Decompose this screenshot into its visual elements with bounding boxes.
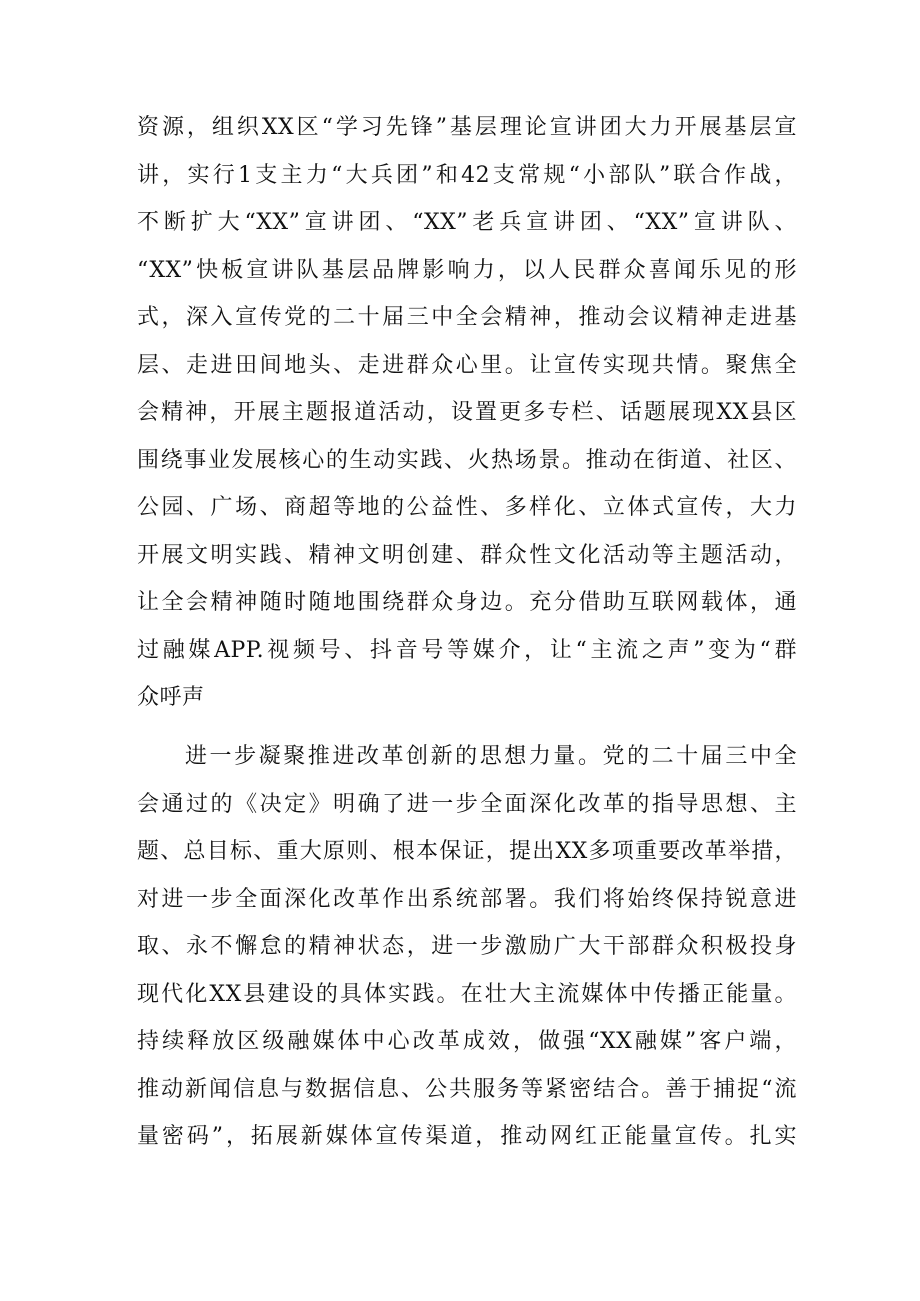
text-line: 围绕事业发展核心的生动实践、火热场景。推动在街道、社区、 [137,447,797,473]
text-line: 让全会精神随时随地围绕群众身边。充分借助互联网载体，通 [137,590,797,615]
paragraph-1 [137,104,797,722]
text-line: 公园、广场、商超等地的公益性、多样化、立体式宣传，大力 [137,495,797,520]
text-line: “XX”快板宣讲队基层品牌影响力，以人民群众喜闻乐见的形 [137,257,797,283]
text-line: 推动新闻信息与数据信息、公共服务等紧密结合。善于捕捉“流 [137,1076,797,1102]
text-line: 会精神，开展主题报道活动，设置更多专栏、话题展现XX县区 [137,400,797,425]
text-line: 不断扩大“XX”宣讲团、“XX”老兵宣讲团、“XX”宣讲队、 [137,210,797,235]
text-line: 题、总目标、重大原则、根本保证，提出XX多项重要改革举措， [137,839,797,864]
text-line: 层、走进田间地头、走进群众心里。让宣传实现共情。聚焦全 [137,352,797,378]
text-line: 量密码”，拓展新媒体宣传渠道，推动网红正能量宣传。扎实 [137,1124,797,1149]
text-line: 讲，实行1支主力“大兵团”和42支常规“小部队”联合作战， [137,162,797,188]
text-line: 过融媒APP.视频号、抖音号等媒介，让“主流之声”变为“群 [137,637,797,663]
text-line: 会通过的《决定》明确了进一步全面深化改革的指导思想、主 [137,791,797,817]
text-line: 对进一步全面深化改革作出系统部署。我们将始终保持锐意进 [137,886,797,912]
text-line: 持续释放区级融媒体中心改革成效，做强“XX融媒”客户端， [137,1029,797,1054]
text-line: 开展文明实践、精神文明创建、群众性文化活动等主题活动， [137,542,797,568]
text-line: 资源，组织XX区“学习先锋”基层理论宣讲团大力开展基层宣 [137,115,797,140]
text-line: 式，深入宣传党的二十届三中全会精神，推动会议精神走进基 [137,305,797,330]
text-line: 现代化XX县建设的具体实践。在壮大主流媒体中传播正能量。 [137,981,797,1007]
paragraph-2 [137,733,797,1161]
text-line: 取、永不懈怠的精神状态，进一步激励广大干部群众积极投身 [137,934,797,959]
text-line: 进一步凝聚推进改革创新的思想力量。党的二十届三中全 [185,744,797,769]
text-line: 众呼声 [137,685,205,710]
